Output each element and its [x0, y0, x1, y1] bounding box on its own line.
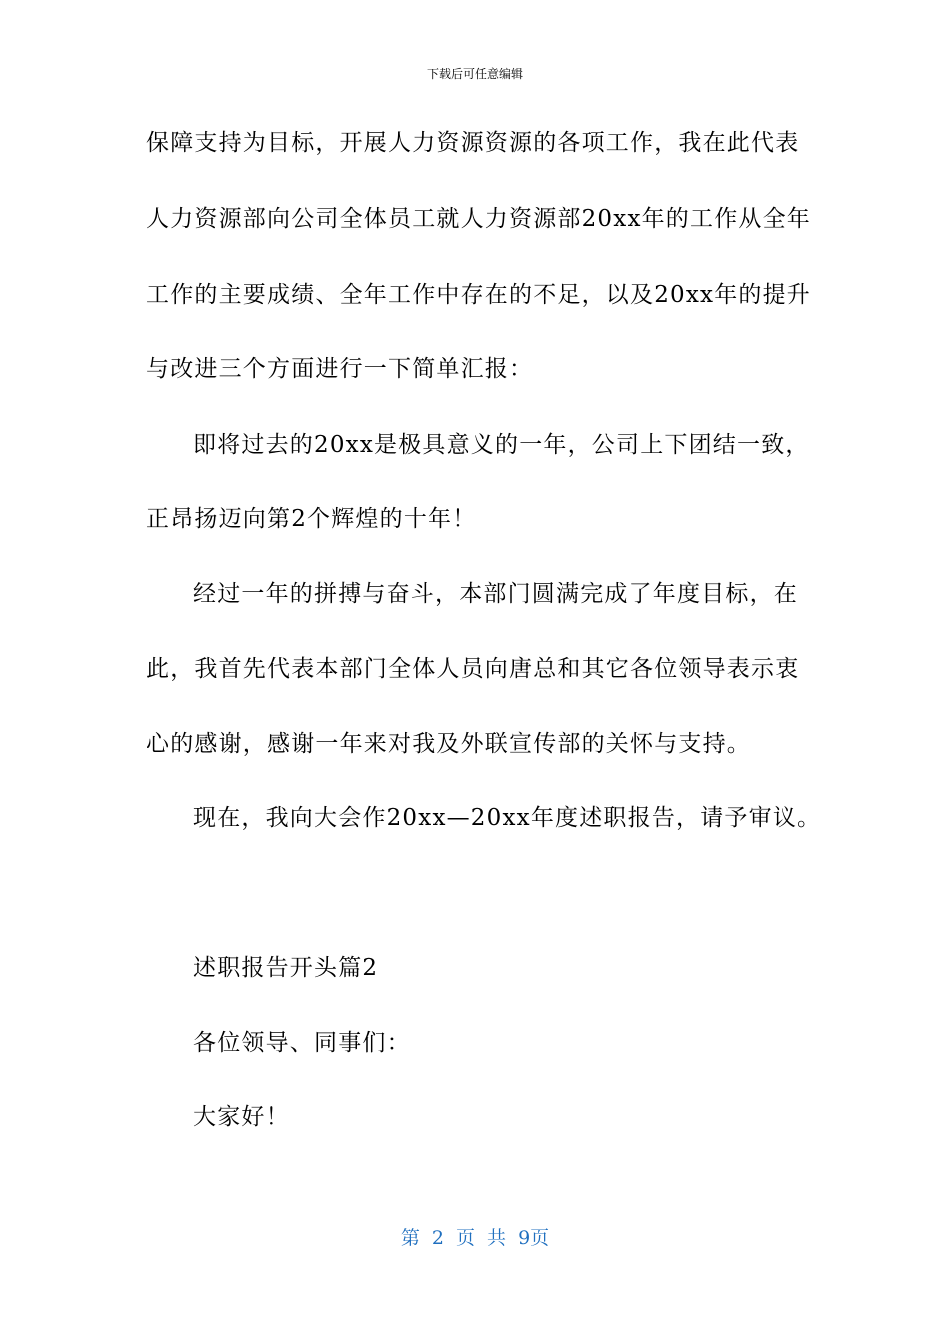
text-line: 经过一年的拼搏与奋斗，本部门圆满完成了年度目标，在: [193, 581, 798, 607]
greeting: 大家好！: [193, 1104, 290, 1130]
text-line: 心的感谢，感谢一年来对我及外联宣传部的关怀与支持。: [146, 731, 751, 757]
section-heading: 述职报告开头篇2: [193, 955, 379, 981]
text-line: 保障支持为目标，开展人力资源资源的各项工作，我在此代表: [146, 130, 800, 156]
text-line: 此，我首先代表本部门全体人员向唐总和其它各位领导表示衷: [146, 656, 800, 682]
text-line: 人力资源部向公司全体员工就人力资源部20xx年的工作从全年: [146, 206, 812, 232]
text-line: 与改进三个方面进行一下简单汇报：: [146, 356, 534, 382]
salutation: 各位领导、同事们：: [193, 1030, 411, 1056]
text-line: 现在，我向大会作20xx—20xx年度述职报告，请予审议。: [193, 805, 822, 831]
text-line: 正昂扬迈向第2个辉煌的十年！: [146, 506, 477, 532]
text-line: 即将过去的20xx是极具意义的一年，公司上下团结一致，: [193, 432, 810, 458]
page-number: 第 2 页 共 9页: [400, 1227, 550, 1249]
page-header: 下载后可任意编辑: [426, 67, 523, 81]
text-line: 工作的主要成绩、全年工作中存在的不足，以及20xx年的提升: [146, 282, 812, 308]
